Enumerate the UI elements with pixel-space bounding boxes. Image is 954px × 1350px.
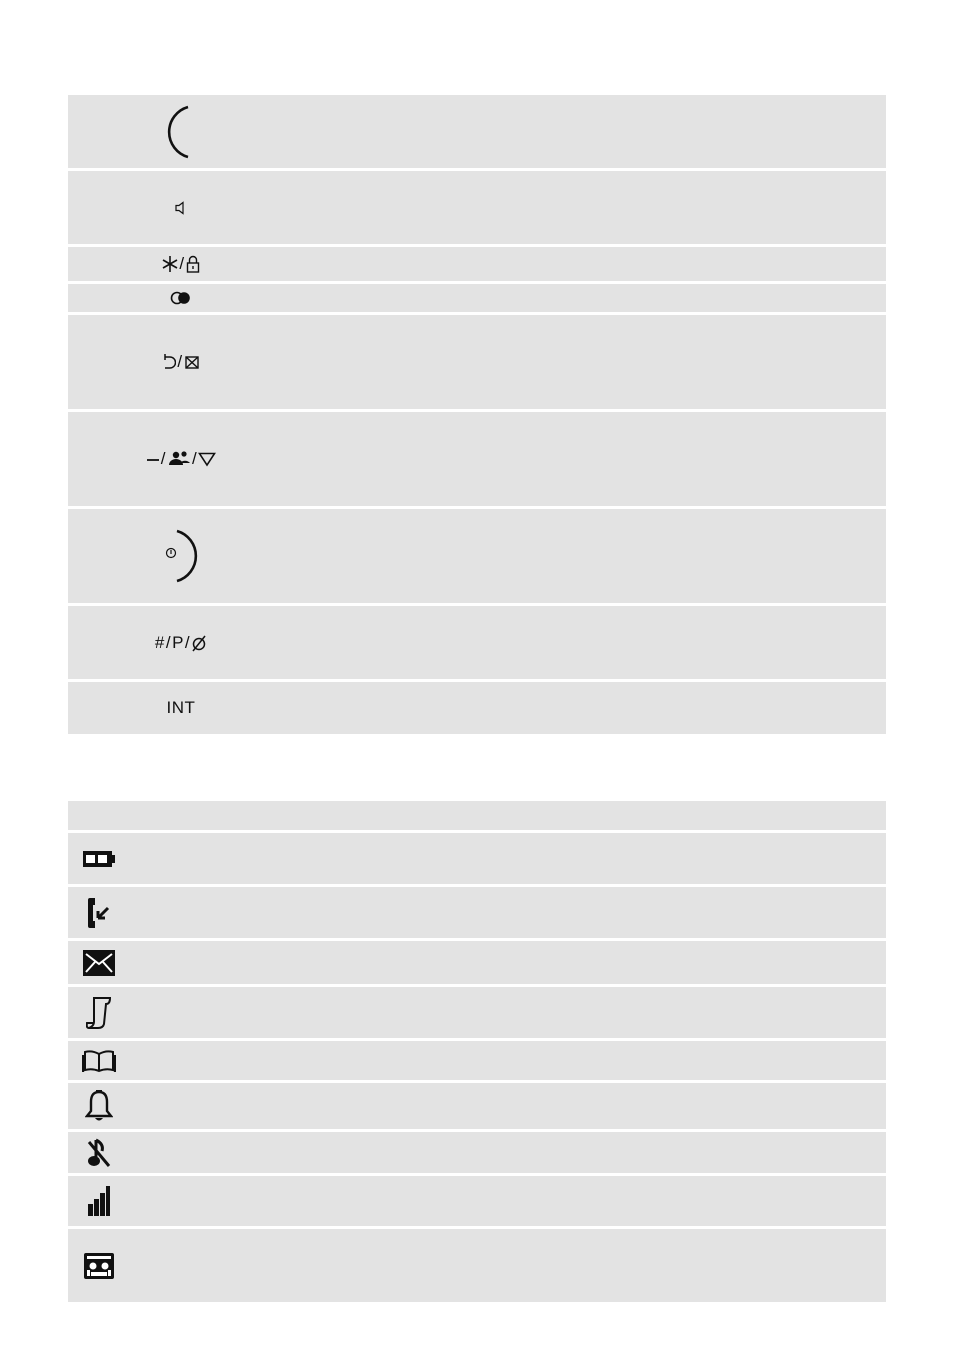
separator: / bbox=[160, 449, 166, 468]
row-number-cell bbox=[68, 682, 107, 734]
table-row bbox=[68, 1083, 886, 1129]
table-row bbox=[68, 315, 886, 409]
separator: / bbox=[179, 254, 185, 273]
row-number-cell bbox=[68, 509, 107, 603]
row-number-cell bbox=[68, 315, 107, 409]
phonebook-icon bbox=[82, 1049, 116, 1073]
redial-icon bbox=[162, 353, 176, 371]
key-description-cell bbox=[255, 509, 886, 603]
message-envelope-icon bbox=[82, 949, 116, 977]
icons-table bbox=[68, 801, 886, 1302]
key-symbol-cell bbox=[110, 682, 252, 734]
icon-description-cell bbox=[132, 987, 886, 1038]
key-description-cell bbox=[255, 247, 886, 281]
icon-cell bbox=[68, 887, 129, 938]
icon-cell bbox=[68, 1041, 129, 1080]
key-description-cell bbox=[255, 171, 886, 244]
signal-strength-icon bbox=[87, 1185, 111, 1217]
table-row bbox=[68, 95, 886, 168]
key-symbol-cell bbox=[110, 315, 252, 409]
table-row bbox=[68, 509, 886, 603]
key-symbol-cell bbox=[110, 171, 252, 244]
key-symbol-cell bbox=[110, 284, 252, 312]
table-row bbox=[68, 987, 886, 1038]
delete-icon bbox=[184, 354, 200, 370]
table-row bbox=[68, 1229, 886, 1302]
table-row bbox=[68, 284, 886, 312]
row-number-cell bbox=[68, 284, 107, 312]
table-row bbox=[68, 887, 886, 938]
icon-description-cell bbox=[132, 1041, 886, 1080]
talk-key-icon bbox=[166, 104, 196, 160]
table-row bbox=[68, 412, 886, 506]
phonebook-contacts-icon bbox=[167, 450, 191, 468]
key-description-cell bbox=[255, 412, 886, 506]
row-number-cell bbox=[68, 412, 107, 506]
header-description-cell bbox=[132, 801, 886, 830]
int-key-label: INT bbox=[166, 698, 196, 717]
separator: / bbox=[177, 352, 183, 371]
key-description-cell bbox=[255, 682, 886, 734]
key-description-cell bbox=[255, 284, 886, 312]
table-row bbox=[68, 941, 886, 984]
icon-description-cell bbox=[132, 833, 886, 884]
row-number-cell bbox=[68, 95, 107, 168]
icon-description-cell bbox=[132, 941, 886, 984]
icon-cell bbox=[68, 987, 129, 1038]
row-number-cell bbox=[68, 171, 107, 244]
star-icon bbox=[162, 255, 178, 273]
key-symbol-cell bbox=[110, 606, 252, 679]
separator: / bbox=[184, 632, 191, 652]
row-number-cell bbox=[68, 606, 107, 679]
icon-cell bbox=[68, 1132, 129, 1173]
table-header-row bbox=[68, 801, 886, 830]
table-row bbox=[68, 682, 886, 734]
alarm-bell-icon bbox=[85, 1089, 113, 1123]
row-number-cell bbox=[68, 247, 107, 281]
icon-description-cell bbox=[132, 1229, 886, 1302]
down-arrow-icon bbox=[198, 450, 216, 468]
conference-key-icon bbox=[170, 291, 192, 305]
icon-cell bbox=[68, 833, 129, 884]
icon-description-cell bbox=[132, 1176, 886, 1226]
battery-icon bbox=[82, 850, 116, 868]
hash-label: # bbox=[154, 632, 165, 652]
call-log-scroll-icon bbox=[86, 996, 112, 1030]
key-description-cell bbox=[255, 95, 886, 168]
lock-icon bbox=[186, 255, 200, 273]
minus-icon bbox=[146, 450, 160, 468]
icon-cell bbox=[68, 1176, 129, 1226]
key-symbol-cell bbox=[110, 95, 252, 168]
hangup-power-key-icon bbox=[163, 528, 199, 584]
key-symbol-cell bbox=[110, 509, 252, 603]
table-row bbox=[68, 247, 886, 281]
key-symbol-cell bbox=[110, 247, 252, 281]
table-row bbox=[68, 833, 886, 884]
header-icon-cell bbox=[68, 801, 129, 830]
table-row bbox=[68, 606, 886, 679]
speaker-key-icon bbox=[175, 201, 187, 215]
icon-cell bbox=[68, 1083, 129, 1129]
table-row bbox=[68, 1176, 886, 1226]
icon-description-cell bbox=[132, 1083, 886, 1129]
icon-cell bbox=[68, 941, 129, 984]
table-row bbox=[68, 171, 886, 244]
table-row bbox=[68, 1041, 886, 1080]
icon-description-cell bbox=[132, 887, 886, 938]
separator: / bbox=[165, 632, 172, 652]
separator: / bbox=[192, 449, 198, 468]
icon-description-cell bbox=[132, 1132, 886, 1173]
answering-machine-icon bbox=[83, 1252, 115, 1280]
key-symbol-cell bbox=[110, 412, 252, 506]
key-description-cell bbox=[255, 606, 886, 679]
keys-table bbox=[68, 95, 886, 734]
ringer-off-icon bbox=[86, 1137, 112, 1169]
incoming-call-icon bbox=[86, 896, 112, 930]
pause-label: P bbox=[172, 632, 184, 652]
icon-cell bbox=[68, 1229, 129, 1302]
key-description-cell bbox=[255, 315, 886, 409]
ringer-off-symbol-icon bbox=[191, 634, 207, 652]
table-row bbox=[68, 1132, 886, 1173]
